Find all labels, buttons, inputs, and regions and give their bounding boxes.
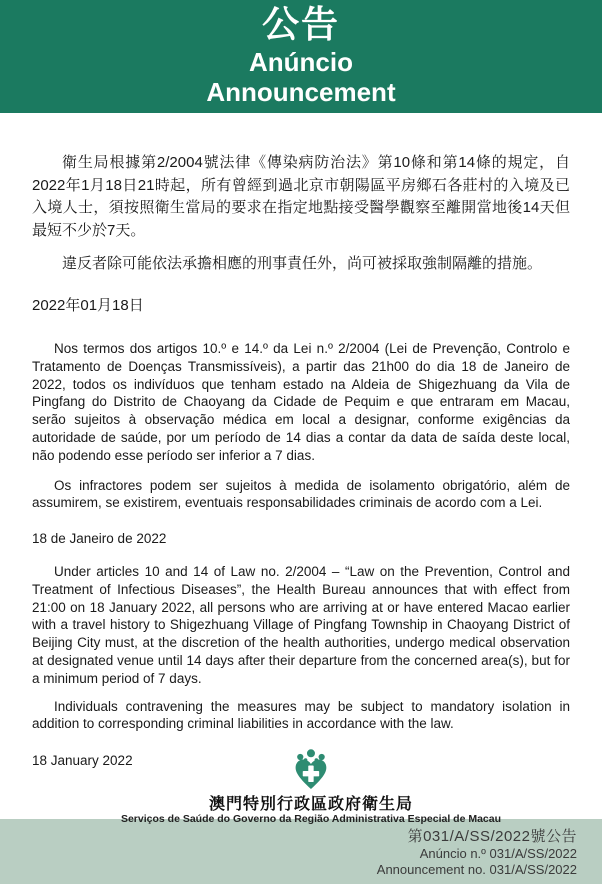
issuing-organisation (121, 749, 501, 825)
reference-footer (0, 819, 602, 884)
portuguese-paragraph-2: Os infractores podem ser sujeitos à medida de isolamento obrigatório, além de assumirem, se existirem, eventuais responsabilidades criminais de acordo com a Lei. (32, 477, 570, 511)
document-body (0, 113, 602, 826)
announcement-number-en: Announcement no. 031/A/SS/2022 (376, 862, 577, 878)
announcement-number-zh: 第031/A/SS/2022號公告 (407, 828, 577, 846)
org-name-portuguese: Serviços de Saúde do Governo da Região Administrativa Especial de Macau (120, 813, 502, 826)
signature-row (32, 749, 570, 826)
chinese-paragraph-2: 違反者除可能依法承擔相應的刑事責任外，尚可被採取強制隔離的措施。 (62, 255, 543, 272)
portuguese-date: 18 de Janeiro de 2022 (32, 531, 167, 547)
title-banner (0, 0, 602, 113)
health-bureau-heart-cross-logo-icon (121, 749, 501, 796)
announcement-number-pt: Anúncio n.º 031/A/SS/2022 (419, 846, 577, 862)
portuguese-paragraph-1: Nos termos dos artigos 10.º e 14.º da Lei n.º 2/2004 (Lei de Prevenção, Controlo e Tratamento de Doenças Transmissíveis), a partir das 21h00 do dia 18 de Janeiro de 2022, todos os indivíduos que tenham estado na Aldeia de Shigezhuang da Vila de Pingfang do Distrito de Chaoyang da Cidade de Pequim e que entraram em Macau, serão sujeitos à observação médica em local a designar, conforme exigências da autoridade de saúde, por um período de 14 dias a contar da data de saída deste local, não podendo esse período ser inferior a 7 dias. (32, 341, 570, 463)
english-paragraph-2: Individuals contravening the measures may be subject to mandatory isolation in addition to corresponding criminal liabilities in accordance with the law. (32, 698, 570, 732)
english-paragraph-1: Under articles 10 and 14 of Law no. 2/2004 – “Law on the Prevention, Control and Treatment of Infectious Diseases”, the Health Bureau announces that with effect from 21:00 on 18 January 2022, all persons who are arriving at or have entered Macao earlier with a travel history to Shigezhuang Village of Pingfang Township in Chaoyang District of Beijing City must, at the discretion of the health authorities, undergo medical observation at designated venue until 14 days after their departure from the concerned area(s), but for a minimum period of 7 days. (32, 563, 570, 686)
page-title-pt: Anúncio (249, 47, 353, 77)
page-title-en: Announcement (206, 77, 396, 107)
chinese-date: 2022年01月18日 (32, 296, 144, 314)
page-title-zh: 公告 (262, 4, 340, 45)
chinese-paragraph-1: 衛生局根據第2/2004號法律《傳染病防治法》第10條和第14條的規定，自2022年1月18日21時起，所有曾經到過北京市朝陽區平房鄉石各莊村的入境及已入境人士，須按照衛生當局的要求在指定地點接受醫學觀察至離開當地後14天但最短不少於7天。 (32, 154, 570, 239)
english-date: 18 January 2022 (32, 753, 133, 769)
org-name-chinese: 澳門特別行政區政府衛生局 (208, 796, 414, 814)
